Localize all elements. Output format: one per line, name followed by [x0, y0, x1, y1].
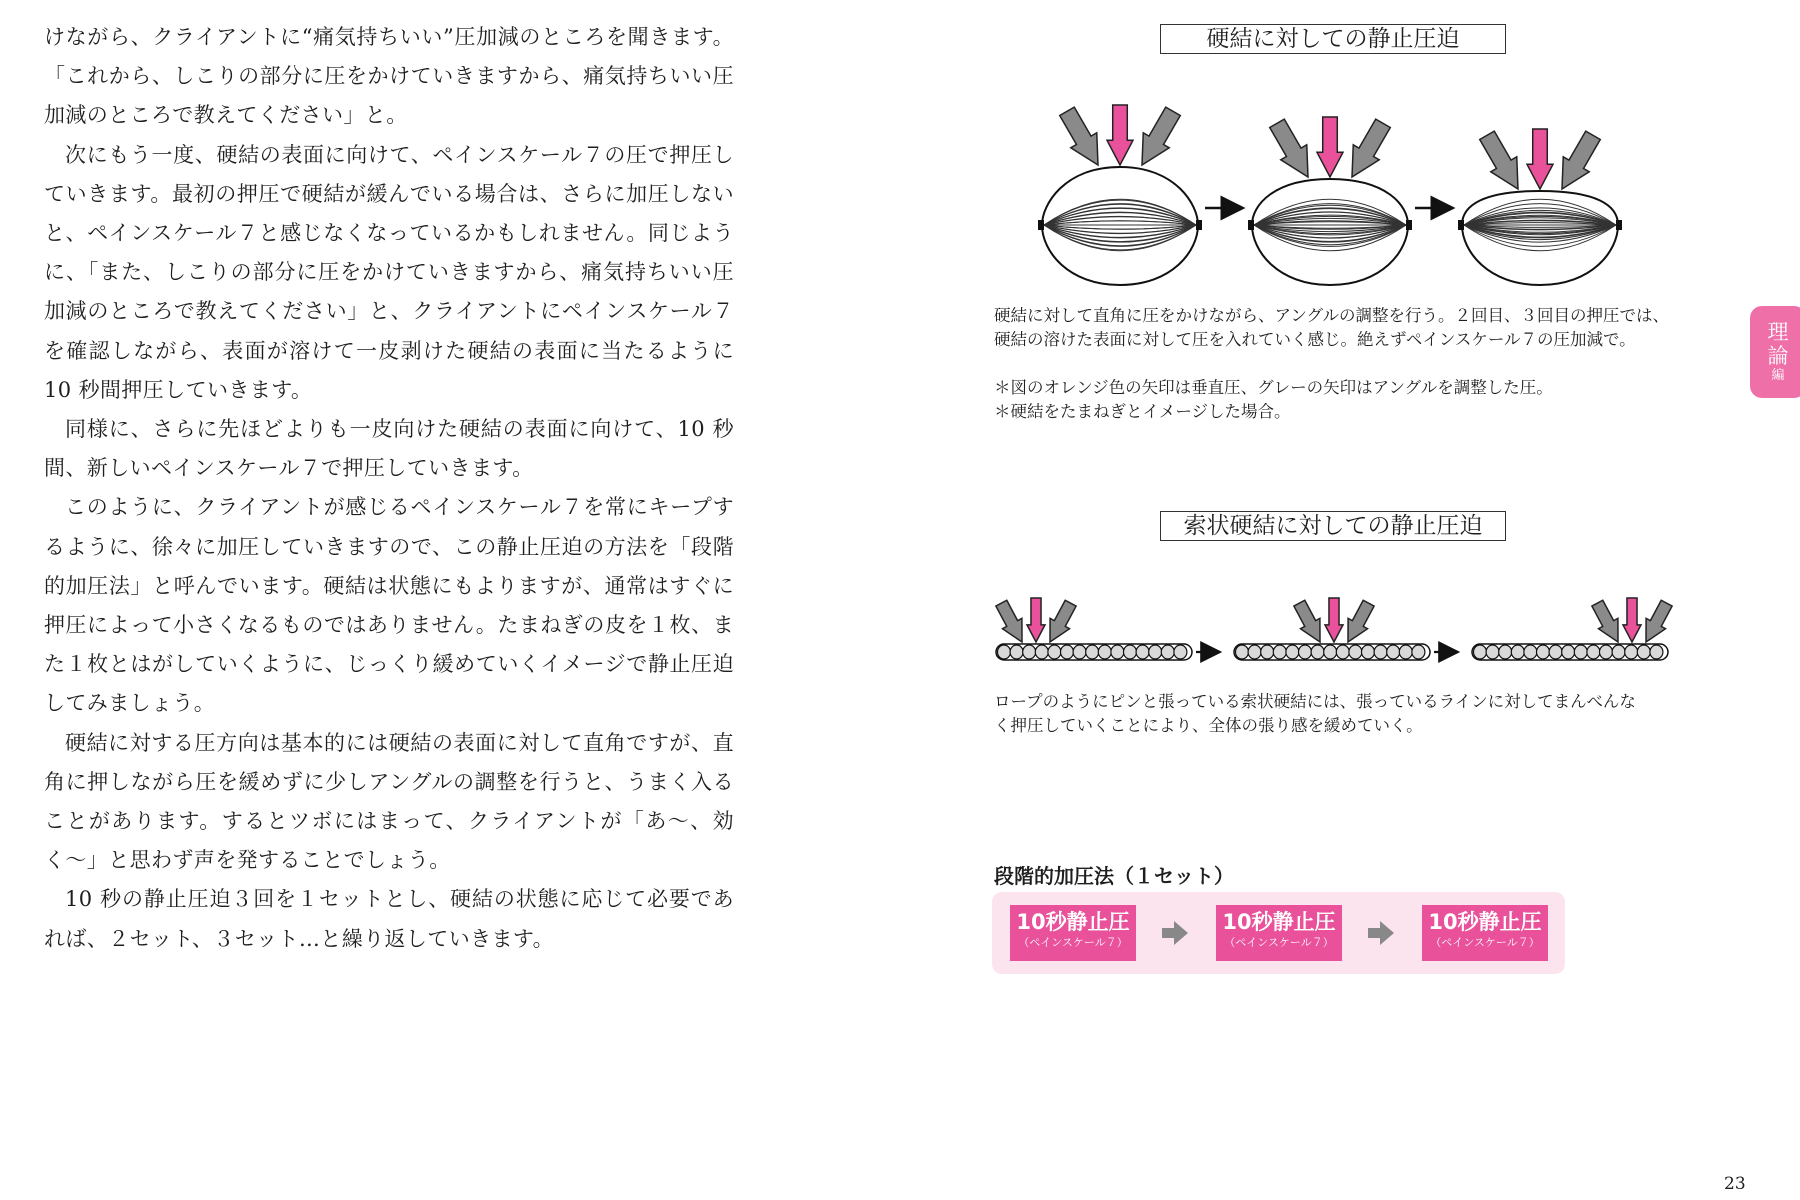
- figure2-caption-line: く押圧していくことにより、全体の張り感を緩めていく。: [994, 716, 1423, 735]
- onion-figure: [1030, 90, 1650, 300]
- rope-figure: [992, 588, 1676, 668]
- gray-arrow-icon: [1290, 598, 1330, 647]
- page-number: 23: [1724, 1174, 1746, 1194]
- gray-arrow-icon: [1129, 104, 1186, 173]
- step-arrow-icon: [1160, 919, 1190, 947]
- body-paragraph: このように、クライアントが感じるペインスケール７を常にキープするように、徐々に加圧していきますので、この静止圧迫の方法を「段階的加圧法」と呼んでいます。硬結は状態にもよりますが、通常はすぐに押圧によって小さくなるものではありません。たまねぎの皮を１枚、また１枚とはがしていくように、じっくり緩めていくイメージで静止圧迫してみましょう。: [44, 495, 734, 716]
- step-sub: （ペインスケール７）: [1224, 936, 1334, 949]
- onion-illustration: [1458, 128, 1622, 285]
- onion-illustration: [1248, 116, 1412, 285]
- gray-arrow-icon: [1588, 598, 1628, 647]
- gray-arrow-icon: [1339, 116, 1396, 185]
- gray-arrow-icon: [1040, 598, 1080, 647]
- figure2-caption-line: ロープのようにピンと張っている索状硬結には、張っているラインに対してまんべんな: [994, 692, 1636, 711]
- gray-arrow-icon: [1549, 128, 1606, 197]
- body-paragraph: 同様に、さらに先ほどよりも一皮向けた硬結の表面に向けて、10 秒間、新しいペインスケール７で押圧していきます。: [44, 417, 734, 481]
- gray-arrow-icon: [1474, 128, 1531, 197]
- section-tab-label: 理論: [1767, 320, 1789, 368]
- gray-arrow-icon: [1338, 598, 1378, 647]
- rope-illustration: [1472, 598, 1676, 660]
- step-box: [1422, 905, 1548, 961]
- pink-arrow-icon: [1107, 105, 1133, 165]
- pink-arrow-icon: [1027, 598, 1045, 642]
- body-paragraph: 硬結に対する圧方向は基本的には硬結の表面に対して直角ですが、直角に押しながら圧を緩めずに少しアングルの調整を行うと、うまく入ることがあります。するとツボにはまって、クライアントが「あ〜、効く〜」と思わず声を発することでしょう。: [44, 730, 734, 873]
- step-box: [1010, 905, 1136, 961]
- figure1-caption: [994, 304, 1684, 424]
- body-paragraph: けながら、クライアントに“痛気持ちいい”圧加減のところを聞きます。「これから、しこりの部分に圧をかけていきますから、痛気持ちいい圧加減のところで教えてください」と。: [44, 25, 734, 128]
- steps-box: [992, 892, 1565, 974]
- step-main: 10秒静止圧: [1016, 910, 1130, 934]
- figure1-title: 硬結に対しての静止圧迫: [1160, 24, 1506, 54]
- rope-illustration: [992, 598, 1192, 660]
- pink-arrow-icon: [1623, 598, 1641, 642]
- body-text: [44, 18, 734, 959]
- gray-arrow-icon: [1636, 598, 1676, 647]
- step-main: 10秒静止圧: [1428, 910, 1542, 934]
- rope-illustration: [1234, 598, 1430, 660]
- figure1-note: ＊硬結をたまねぎとイメージした場合。: [994, 402, 1291, 421]
- figure1-caption-line: 硬結に対して直角に圧をかけながら、アングルの調整を行う。２回目、３回目の押圧では、: [994, 306, 1670, 325]
- pink-arrow-icon: [1325, 598, 1343, 642]
- body-paragraph: 10 秒の静止圧迫３回を１セットとし、硬結の状態に応じて必要であれば、２セット、３セット…と繰り返していきます。: [44, 887, 734, 951]
- figure1-caption-line: 硬結の溶けた表面に対して圧を入れていく感じ。絶えずペインスケール７の圧加減で。: [994, 330, 1636, 349]
- body-paragraph: 次にもう一度、硬結の表面に向けて、ペインスケール７の圧で押圧していきます。最初の押圧で硬結が緩んでいる場合は、さらに加圧しないと、ペインスケール７と感じなくなっているかもしれません。同じように、「また、しこりの部分に圧をかけていきますから、痛気持ちいい圧加減のところで教えてください」と、クライアントにペインスケール７を確認しながら、表面が溶けて一皮剥けた硬結の表面に当たるように10 秒間押圧していきます。: [44, 142, 734, 402]
- step-arrow-icon: [1366, 919, 1396, 947]
- gray-arrow-icon: [1264, 116, 1321, 185]
- step-sub: （ペインスケール７）: [1430, 936, 1540, 949]
- step-sub: （ペインスケール７）: [1018, 936, 1128, 949]
- section-tab: [1750, 306, 1800, 398]
- step-main: 10秒静止圧: [1222, 910, 1336, 934]
- gray-arrow-icon: [992, 598, 1032, 647]
- gray-arrow-icon: [1054, 104, 1111, 173]
- figure2-title: 索状硬結に対しての静止圧迫: [1160, 511, 1506, 541]
- steps-title: 段階的加圧法（１セット）: [994, 864, 1234, 888]
- onion-illustration: [1038, 104, 1202, 285]
- section-tab-sublabel: 編: [1771, 368, 1785, 383]
- figure2-caption: [994, 690, 1684, 738]
- figure1-note: ＊図のオレンジ色の矢印は垂直圧、グレーの矢印はアングルを調整した圧。: [994, 378, 1553, 397]
- pink-arrow-icon: [1317, 117, 1343, 177]
- step-box: [1216, 905, 1342, 961]
- pink-arrow-icon: [1527, 129, 1553, 189]
